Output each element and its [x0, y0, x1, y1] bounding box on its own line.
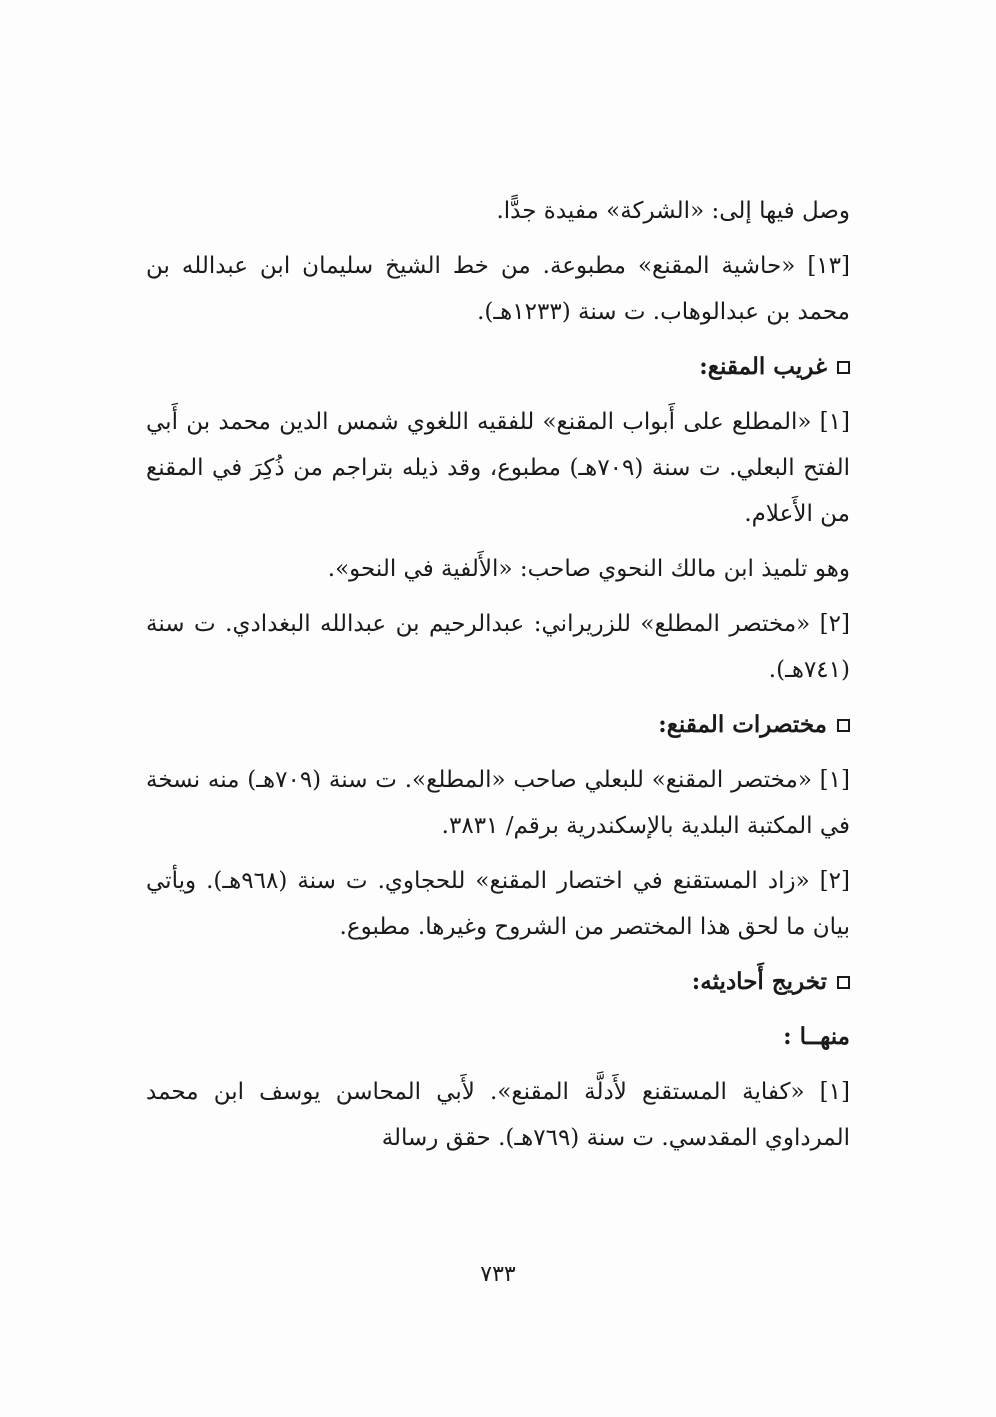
section-heading-label: غريب المقنع: — [699, 353, 827, 380]
square-bullet-icon — [837, 719, 850, 732]
entry-hashiyat-al-muqni: [١٣] «حاشية المقنع» مطبوعة. من خط الشيخ سليمان ابن عبدالله بن محمد بن عبدالوهاب. ت سنة (١٢٣٣هـ). — [146, 253, 850, 325]
subheading-minha: منهــا : — [783, 1023, 850, 1050]
paragraph-continuation: وصل فيها إلى: «الشركة» مفيدة جدًّا. — [496, 198, 850, 224]
entry-al-mutli: [١] «المطلع على أَبواب المقنع» للفقيه اللغوي شمس الدين محمد بن أَبي الفتح البعلي. ت سنة (٧٠٩هـ) مطبوع، وقد ذيله بتراجم من ذُكِرَ في المقنع من الأَعلام. — [146, 409, 850, 527]
entry-zad-al-mustaqni: [٢] «زاد المستقنع في اختصار المقنع» للحجاوي. ت سنة (٩٦٨هـ). ويأتي بيان ما لحق هذا المختصر من الشروح وغيرها. مطبوع. — [146, 868, 850, 940]
section-heading-mukhtasarat — [146, 702, 850, 748]
section-heading-gharib — [146, 344, 850, 390]
square-bullet-icon — [837, 976, 850, 989]
section-heading-takhrij — [146, 959, 850, 1005]
entry-mukhtasar-al-mutli: [٢] «مختصر المطلع» للزريراني: عبدالرحيم بن عبدالله البغدادي. ت سنة (٧٤١هـ). — [146, 611, 850, 683]
entry-mukhtasar-al-muqni: [١] «مختصر المقنع» للبعلي صاحب «المطلع». ت سنة (٧٠٩هـ) منه نسخة في المكتبة البلدية بالإسكندرية برقم/ ٣٨٣١. — [146, 767, 850, 839]
square-bullet-icon — [837, 361, 850, 374]
section-heading-label: تخريج أَحاديثه: — [691, 968, 827, 995]
entry-kifayat-al-mustaqni: [١] «كفاية المستقنع لأَدلَّة المقنع». لأَبي المحاسن يوسف ابن محمد المرداوي المقدسي. ت سنة (٧٦٩هـ). حقق رسالة — [146, 1079, 850, 1151]
page-body — [146, 188, 850, 1161]
page-number: ٧٣٣ — [480, 1262, 516, 1287]
section-heading-label: مختصرات المقنع: — [658, 711, 827, 738]
paragraph-note: وهو تلميذ ابن مالك النحوي صاحب: «الأَلفية في النحو». — [327, 556, 850, 582]
